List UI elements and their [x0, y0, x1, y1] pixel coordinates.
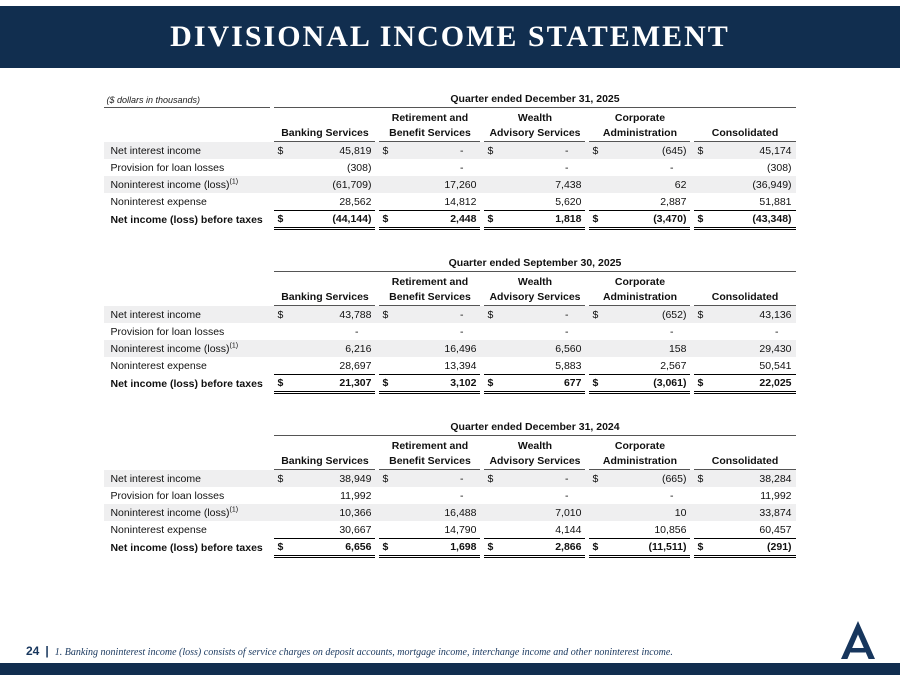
value: 7,438 [555, 178, 582, 191]
dollar-sign: $ [592, 308, 599, 321]
dollar-sign: $ [487, 377, 494, 389]
column-header-cell [585, 108, 690, 142]
value: 3,102 [450, 377, 477, 389]
value: (11,511) [648, 541, 687, 553]
column-header: Banking Services [274, 108, 375, 142]
value: - [354, 325, 359, 338]
row-label: Noninterest expense [110, 523, 207, 536]
value: 45,174 [759, 144, 792, 157]
table-row [104, 323, 795, 340]
column-header-cell [270, 108, 375, 142]
row-label: Provision for loan losses [110, 161, 225, 174]
table-row [104, 340, 795, 357]
column-header-cell [480, 272, 585, 306]
table-row [104, 159, 795, 176]
dollar-sign: $ [382, 472, 389, 485]
value: (291) [767, 541, 792, 553]
row-label: Net interest income [104, 142, 270, 159]
dollar-sign: $ [592, 377, 599, 389]
value-cell [690, 159, 795, 176]
value-cell [585, 538, 690, 558]
period-cell [270, 92, 795, 108]
value-cell [480, 176, 585, 193]
alerus-logo [840, 620, 876, 660]
value: - [564, 161, 569, 174]
alerus-a-icon [840, 620, 876, 660]
value: - [564, 144, 569, 157]
value: 6,656 [345, 541, 372, 553]
value-cell [375, 193, 480, 210]
dollar-sign: $ [382, 541, 389, 553]
value: 158 [668, 342, 687, 355]
dollar-sign: $ [277, 213, 284, 225]
column-header: Retirement and Benefit Services [379, 108, 480, 142]
value-cell [270, 142, 375, 159]
value: (308) [346, 161, 372, 174]
value-cell [690, 521, 795, 538]
value-cell [270, 176, 375, 193]
row-label: Net interest income [104, 306, 270, 323]
value: 13,394 [444, 359, 477, 372]
value-cell [480, 323, 585, 340]
row-label: Provision for loan losses [110, 489, 225, 502]
value-cell [375, 159, 480, 176]
dollar-sign: $ [382, 377, 389, 389]
column-header-row [104, 272, 795, 306]
value-cell [690, 193, 795, 210]
value-cell [270, 357, 375, 374]
column-header: Corporate Administration [589, 108, 690, 142]
value: - [459, 489, 464, 502]
value-cell [585, 306, 690, 323]
period-title: Quarter ended December 31, 2025 [274, 92, 795, 108]
column-header: Retirement and Benefit Services [379, 272, 480, 306]
value: - [564, 489, 569, 502]
table-row [104, 374, 795, 394]
value-cell [375, 340, 480, 357]
column-header-cell [690, 272, 795, 306]
value-cell [690, 487, 795, 504]
value: 2,887 [660, 195, 687, 208]
column-header-row [104, 108, 795, 142]
column-header-cell [375, 108, 480, 142]
value-cell [480, 340, 585, 357]
column-header: Wealth Advisory Services [484, 108, 585, 142]
value-cell [690, 470, 795, 487]
dollar-sign: $ [277, 308, 284, 321]
dollar-sign: $ [697, 541, 704, 553]
value-cell [375, 538, 480, 558]
spacer-cell [104, 436, 270, 470]
value-cell [585, 521, 690, 538]
dollar-sign: $ [697, 377, 704, 389]
units-note: ($ dollars in thousands) [104, 93, 270, 108]
value: - [459, 325, 464, 338]
content-area [0, 92, 900, 584]
dollar-sign: $ [382, 144, 389, 157]
dollar-sign: $ [277, 377, 284, 389]
row-label: Noninterest income (loss)$^{(1)}$ [104, 340, 270, 357]
row-label: Net income (loss) before taxes [110, 378, 263, 390]
value: 62 [674, 178, 687, 191]
spacer-cell [104, 420, 270, 436]
value: 4,144 [555, 523, 582, 536]
value-cell [690, 323, 795, 340]
value-cell [480, 306, 585, 323]
value: - [669, 489, 674, 502]
table-row [104, 504, 795, 521]
column-header: Corporate Administration [589, 436, 690, 470]
column-header: Wealth Advisory Services [484, 436, 585, 470]
column-header-cell [585, 436, 690, 470]
value: - [459, 308, 464, 321]
value: 30,667 [339, 523, 372, 536]
table-row [104, 521, 795, 538]
dollar-sign: $ [697, 213, 704, 225]
value: (665) [661, 472, 687, 485]
period-cell [270, 420, 795, 436]
value-cell [375, 210, 480, 230]
units-note-cell [104, 92, 270, 108]
value-cell [690, 374, 795, 394]
dollar-sign: $ [592, 472, 599, 485]
value-cell [690, 306, 795, 323]
footnote: 1. Banking noninterest income (loss) consists of service charges on deposit accounts, mortgage income, interchange income and other noninterest income. [54, 647, 673, 658]
value: 2,567 [660, 359, 687, 372]
tables-container [0, 92, 900, 558]
value: 60,457 [759, 523, 792, 536]
dollar-sign: $ [277, 472, 284, 485]
page-number: 24 [26, 644, 40, 658]
value: - [459, 472, 464, 485]
value-cell [270, 374, 375, 394]
dollar-sign: $ [382, 213, 389, 225]
value: - [669, 325, 674, 338]
value: 6,560 [555, 342, 582, 355]
value-cell [270, 538, 375, 558]
footer [26, 644, 673, 658]
value: - [459, 161, 464, 174]
value: 43,788 [339, 308, 372, 321]
value-cell [690, 142, 795, 159]
title-bar [0, 6, 900, 68]
dollar-sign: $ [277, 541, 284, 553]
value: 28,697 [339, 359, 372, 372]
value: 33,874 [759, 506, 792, 519]
value-cell [270, 487, 375, 504]
period-row [104, 92, 795, 108]
value-cell [690, 504, 795, 521]
value: 51,881 [759, 195, 792, 208]
value: 1,818 [555, 213, 582, 225]
table-row [104, 470, 795, 487]
value-cell [480, 504, 585, 521]
column-header: Banking Services [274, 272, 375, 306]
value-cell [375, 521, 480, 538]
value: 43,136 [759, 308, 792, 321]
value-cell [480, 487, 585, 504]
value-cell [270, 504, 375, 521]
row-label: Net interest income [104, 470, 270, 487]
column-header: Consolidated [694, 108, 795, 142]
dollar-sign: $ [487, 213, 494, 225]
spacer-cell [104, 256, 270, 272]
dollar-sign: $ [382, 308, 389, 321]
value: 10,366 [339, 506, 372, 519]
value-cell [270, 159, 375, 176]
column-header-cell [270, 272, 375, 306]
dollar-sign: $ [697, 144, 704, 157]
value: 5,620 [555, 195, 582, 208]
value-cell [270, 470, 375, 487]
value: (3,061) [653, 377, 687, 389]
value-cell [585, 323, 690, 340]
dollar-sign: $ [592, 213, 599, 225]
value-cell [690, 176, 795, 193]
dollar-sign: $ [487, 144, 494, 157]
value: - [564, 472, 569, 485]
column-header: Consolidated [694, 436, 795, 470]
column-header-cell [480, 108, 585, 142]
dollar-sign: $ [487, 472, 494, 485]
column-header: Corporate Administration [589, 272, 690, 306]
column-header-cell [375, 436, 480, 470]
value-cell [375, 504, 480, 521]
table-row [104, 487, 795, 504]
column-header: Banking Services [274, 436, 375, 470]
page-title: DIVISIONAL INCOME STATEMENT [170, 20, 730, 53]
value-cell [690, 340, 795, 357]
value-cell [375, 470, 480, 487]
value-cell [270, 210, 375, 230]
value-cell [480, 357, 585, 374]
value: 2,866 [555, 541, 582, 553]
dollar-sign: $ [697, 308, 704, 321]
value: - [775, 325, 779, 338]
value-cell [585, 487, 690, 504]
value-cell [690, 357, 795, 374]
dollar-sign: $ [487, 308, 494, 321]
dollar-sign: $ [487, 541, 494, 553]
income-table-1 [104, 92, 795, 230]
value-cell [585, 470, 690, 487]
table-row [104, 142, 795, 159]
column-header-cell [270, 436, 375, 470]
column-header-cell [480, 436, 585, 470]
value-cell [480, 159, 585, 176]
value: 1,698 [450, 541, 477, 553]
column-header: Wealth Advisory Services [484, 272, 585, 306]
value: 50,541 [759, 359, 792, 372]
value-cell [375, 487, 480, 504]
value-cell [375, 306, 480, 323]
value: 10 [674, 506, 687, 519]
value: 677 [563, 377, 582, 389]
income-table-3 [104, 420, 795, 558]
period-row [104, 420, 795, 436]
value-cell [585, 374, 690, 394]
row-label: Net income (loss) before taxes [110, 214, 263, 226]
value: 14,812 [444, 195, 477, 208]
value: 29,430 [759, 342, 792, 355]
value-cell [585, 142, 690, 159]
column-header: Retirement and Benefit Services [379, 436, 480, 470]
row-label: Provision for loan losses [110, 325, 225, 338]
value: 16,496 [444, 342, 477, 355]
value-cell [585, 193, 690, 210]
value: 45,819 [339, 144, 372, 157]
value: - [564, 325, 569, 338]
value: 10,856 [654, 523, 687, 536]
value: - [564, 308, 569, 321]
table-row [104, 538, 795, 558]
dollar-sign: $ [592, 541, 599, 553]
value: 38,949 [339, 472, 372, 485]
column-header-cell [690, 108, 795, 142]
value-cell [375, 323, 480, 340]
value: 6,216 [345, 342, 372, 355]
dollar-sign: $ [277, 144, 284, 157]
value: 28,562 [339, 195, 372, 208]
value: 11,992 [760, 489, 792, 502]
table-row [104, 210, 795, 230]
table-row [104, 357, 795, 374]
value: (44,144) [332, 213, 372, 225]
value: 2,448 [450, 213, 477, 225]
column-header-cell [690, 436, 795, 470]
value: 38,284 [759, 472, 792, 485]
value-cell [690, 210, 795, 230]
value-cell [270, 521, 375, 538]
table-row [104, 193, 795, 210]
value-cell [375, 176, 480, 193]
value: 11,992 [340, 489, 372, 502]
dollar-sign: $ [592, 144, 599, 157]
value: (3,470) [653, 213, 687, 225]
column-header-row [104, 436, 795, 470]
period-title: Quarter ended December 31, 2024 [274, 420, 795, 436]
value-cell [270, 306, 375, 323]
value: 22,025 [759, 377, 792, 389]
value-cell [480, 210, 585, 230]
value-cell [690, 538, 795, 558]
value-cell [375, 357, 480, 374]
period-cell [270, 256, 795, 272]
value: 17,260 [444, 178, 477, 191]
spacer-cell [104, 272, 270, 306]
value: - [459, 144, 464, 157]
value-cell [585, 176, 690, 193]
value-cell [585, 504, 690, 521]
value: (43,348) [752, 213, 792, 225]
value-cell [480, 374, 585, 394]
value: 7,010 [555, 506, 582, 519]
spacer-cell [104, 108, 270, 142]
value: 21,307 [339, 377, 372, 389]
table-row [104, 176, 795, 193]
value: 5,883 [555, 359, 582, 372]
dollar-sign: $ [697, 472, 704, 485]
row-label: Noninterest expense [110, 359, 207, 372]
income-table-2 [104, 256, 795, 394]
row-label: Noninterest income (loss)$^{(1)}$ [104, 504, 270, 521]
value: 16,488 [444, 506, 477, 519]
period-row [104, 256, 795, 272]
value-cell [480, 521, 585, 538]
value-cell [585, 340, 690, 357]
value-cell [480, 142, 585, 159]
value-cell [270, 323, 375, 340]
value-cell [480, 470, 585, 487]
value-cell [375, 142, 480, 159]
column-header-cell [585, 272, 690, 306]
value-cell [375, 374, 480, 394]
bottom-bar [0, 663, 900, 675]
value: (652) [661, 308, 687, 321]
column-header: Consolidated [694, 272, 795, 306]
value: (36,949) [752, 178, 792, 191]
row-label: Noninterest expense [110, 195, 207, 208]
value: (645) [661, 144, 687, 157]
value: (308) [767, 161, 792, 174]
value-cell [480, 538, 585, 558]
row-label: Noninterest income (loss)$^{(1)}$ [104, 176, 270, 193]
value: (61,709) [332, 178, 372, 191]
value-cell [585, 210, 690, 230]
period-title: Quarter ended September 30, 2025 [274, 256, 795, 272]
value-cell [270, 340, 375, 357]
row-label: Net income (loss) before taxes [110, 542, 263, 554]
table-row [104, 306, 795, 323]
column-header-cell [375, 272, 480, 306]
value: - [669, 161, 674, 174]
value-cell [270, 193, 375, 210]
value-cell [585, 357, 690, 374]
value: 14,790 [444, 523, 477, 536]
footer-separator: | [45, 644, 49, 658]
value-cell [480, 193, 585, 210]
value-cell [585, 159, 690, 176]
